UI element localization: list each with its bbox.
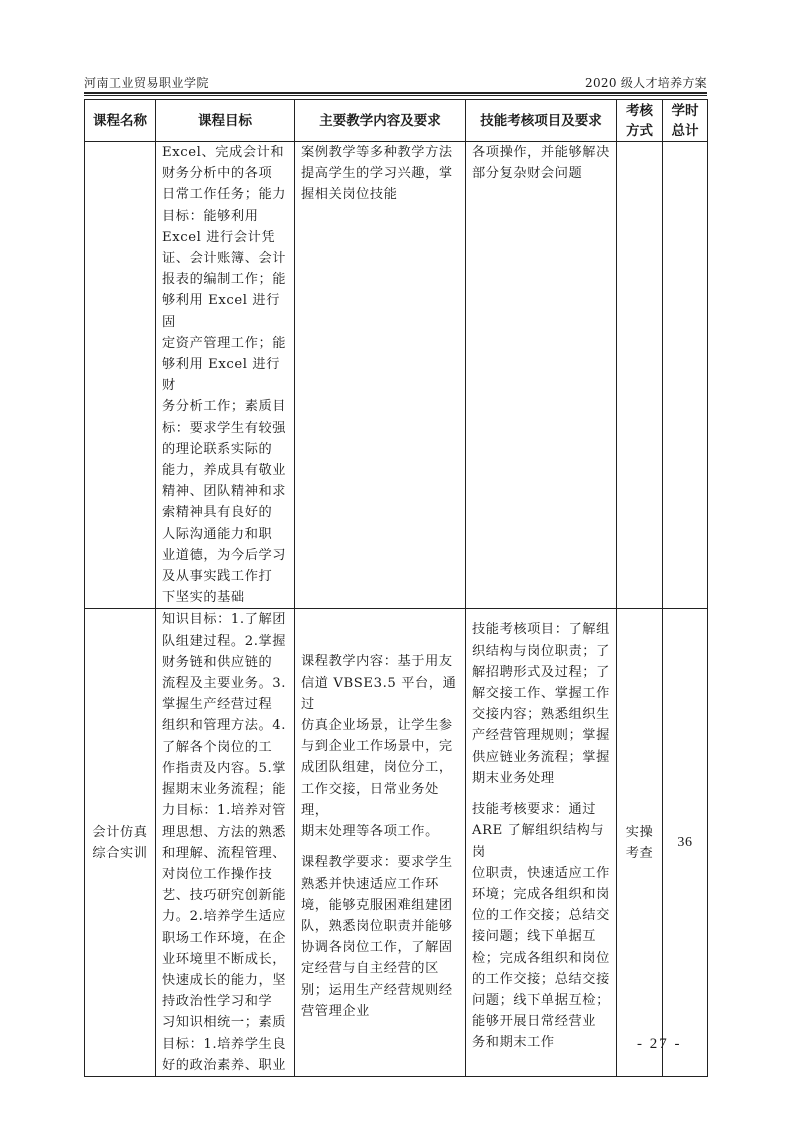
cell-skills: 各项操作，并能够解决 部分复杂财会问题 — [466, 142, 617, 609]
cell-assessment — [617, 142, 663, 609]
column-header-course-name: 课程名称 — [85, 100, 156, 142]
header-institution: 河南工业贸易职业学院 — [84, 76, 210, 90]
header-rule — [84, 92, 707, 94]
cell-hours: 36 — [663, 609, 708, 1076]
cell-objectives: Excel、完成会计和 财务分析中的各项 日常工作任务；能力 目标：能够利用 Excel 进行会计凭 证、会计账簿、会计 报表的编制工作；能 够利用 Excel 进行固 定资产管理工作；能 够利用 Excel 进行财 务分析工作；素质目 标：要求学生有较强 的理论联系实际的 能力，养成具有敬业 精神、团队精神和求 索精神具有良好的 人际沟通能力和职 业道德，为今后学习 及从事实践工作打 下坚实的基础 — [156, 142, 295, 609]
header-document-title: 2020 级人才培养方案 — [585, 76, 707, 90]
cell-content: 案例教学等多种教学方法 提高学生的学习兴趣，掌 握相关岗位技能 — [295, 142, 466, 609]
column-header-assessment: 考核 方式 — [617, 100, 663, 142]
column-header-hours: 学时 总计 — [663, 100, 708, 142]
skills-assessment-requirements: 技能考核要求：通过 ARE 了解组织结构与岗 位职责，快速适应工作 环境；完成各组织和岗 位的工作交接；总结交 接问题；线下单据互 检；完成各组织和岗位 的工作交接；总结交接 问题；线下单据互检； 能够开展日常经营业 务和期末工作 — [472, 802, 610, 1051]
column-header-objectives: 课程目标 — [156, 100, 295, 142]
cell-course-name: 会计仿真 综合实训 — [85, 609, 156, 1076]
content-teaching-content: 课程教学内容：基于用友 信道 VBSE3.5 平台，通过 仿真企业场景，让学生参 与到企业工作场景中，完 成团队组建，岗位分工， 工作交接，日常业务处理， 期末处理等各项工作。 — [301, 654, 457, 840]
column-header-skills: 技能考核项目及要求 — [466, 100, 617, 142]
cell-course-name — [85, 142, 156, 609]
cell-hours — [663, 142, 708, 609]
cell-content — [295, 609, 466, 1076]
cell-objectives: 知识目标：1.了解团 队组建过程。2.掌握 财务链和供应链的 流程及主要业务。3. 掌握生产经营过程 组织和管理方法。4. 了解各个岗位的工 作指责及内容。5.掌 握期末业务流程；能 力目标：1.培养对管 理思想、方法的熟悉 和理解、流程管理、 对岗位工作操作技 艺、技巧研究创新能 力。2.培养学生适应 职场工作环境，在企 业环境里不断成长， 快速成长的能力，坚 持政治性学习和学 习知识相统一；素质 目标：1.培养学生良 好的政治素养、职业 — [156, 609, 295, 1076]
table-row — [85, 609, 708, 1076]
content-teaching-requirements: 课程教学要求：要求学生 熟悉并快速适应工作环 境，能够克服困难组建团 队，熟悉岗位职责并能够 协调各岗位工作，了解固 定经营与自主经营的区 别；运用生产经营规则经 营管理企业 — [301, 855, 453, 1019]
page-number: - 27 - — [637, 1036, 682, 1052]
table-header-row — [85, 100, 708, 142]
course-table — [84, 99, 708, 1077]
cell-skills — [466, 609, 617, 1076]
header-rule-thin — [84, 95, 707, 96]
column-header-content: 主要教学内容及要求 — [295, 100, 466, 142]
skills-assessment-items: 技能考核项目：了解组 织结构与岗位职责；了 解招聘形式及过程；了 解交接工作、掌握工作 交接内容；熟悉组织生 产经营管理规则；掌握 供应链业务流程；掌握 期末业务处理 — [472, 622, 610, 786]
table-row — [85, 142, 708, 609]
cell-assessment: 实操 考查 — [617, 609, 663, 1076]
